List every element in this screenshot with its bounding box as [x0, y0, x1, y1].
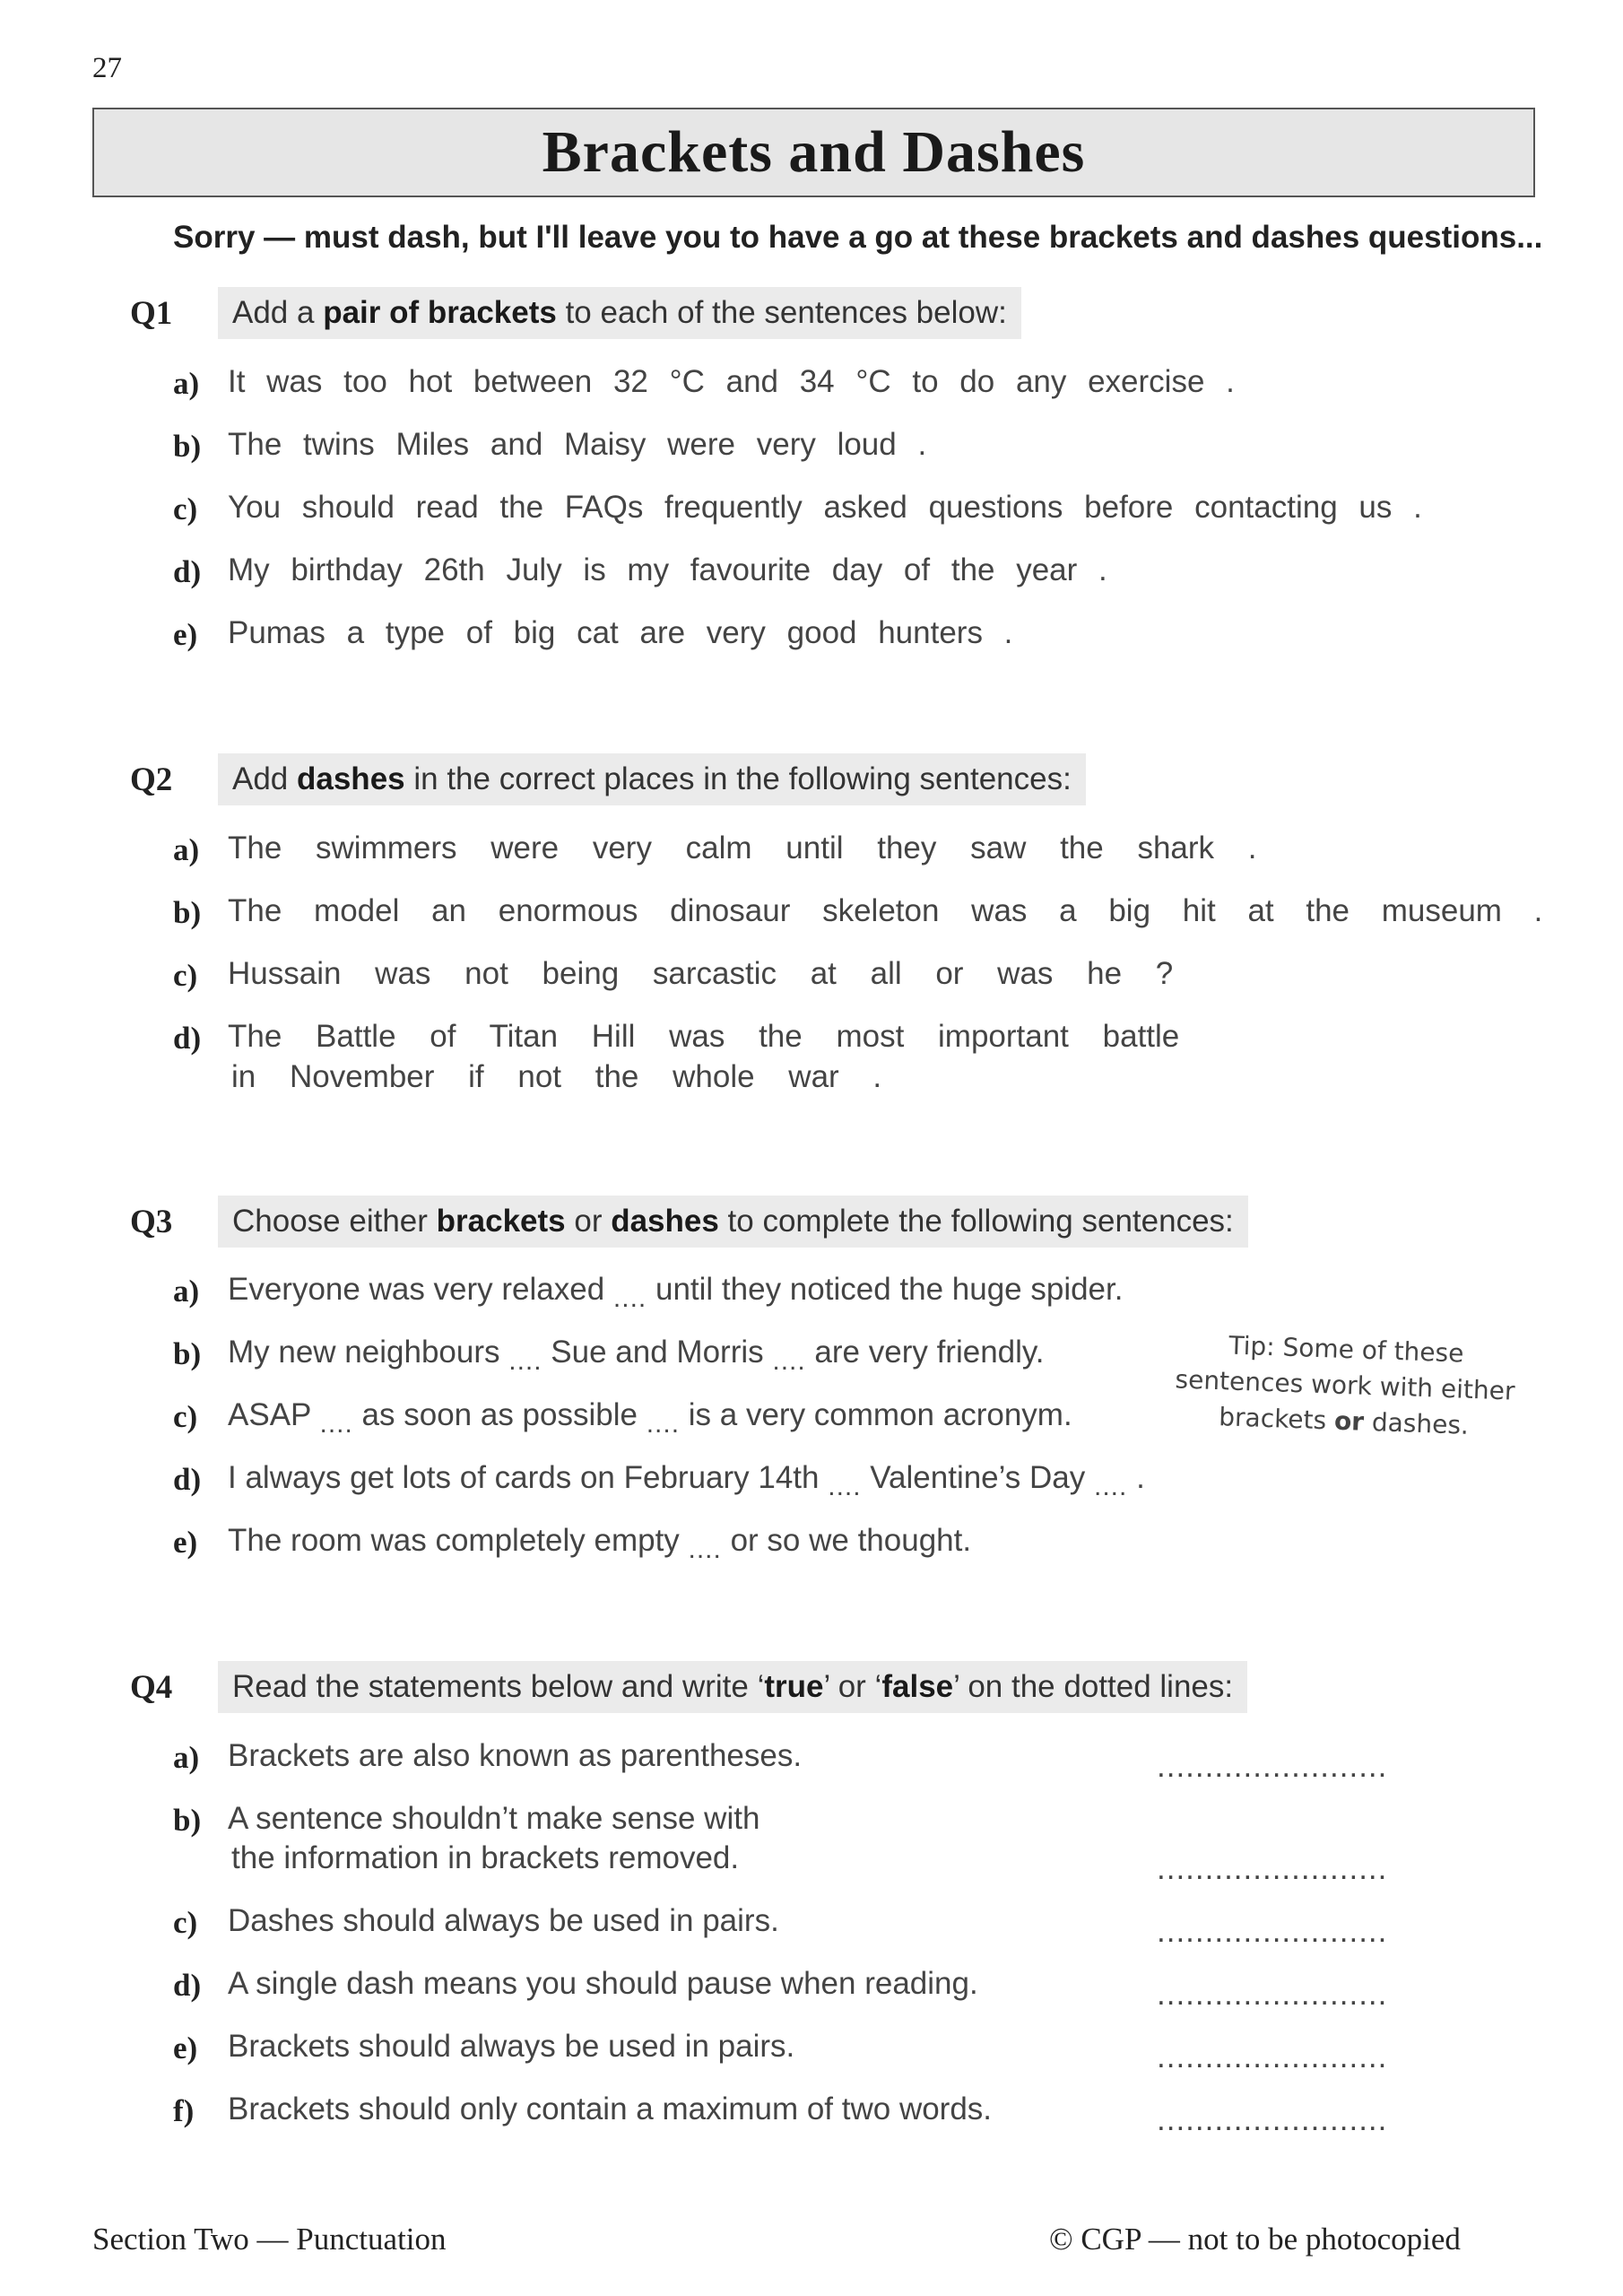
- q3-a-part2: until they noticed the huge spider.: [647, 1272, 1124, 1307]
- q3-instruction-bold1: brackets: [436, 1204, 566, 1239]
- q3-instruction: [218, 1196, 1248, 1248]
- q3-a-sentence: [228, 1272, 1123, 1314]
- q4-instruction-pre: Read the statements below and write ‘: [232, 1669, 765, 1704]
- q1-instruction-post: to each of the sentences below:: [556, 295, 1007, 330]
- q4-c-answer-line[interactable]: ........................: [1157, 1914, 1388, 1949]
- q3-b-sentence: [228, 1335, 1045, 1377]
- q3-a-letter: a): [173, 1274, 200, 1309]
- q2-instruction-pre: Add: [232, 761, 297, 796]
- q3-instruction-pre: Choose either: [232, 1204, 437, 1239]
- q3-instruction-post: to complete the following sentences:: [718, 1204, 1234, 1239]
- q1-number: Q1: [130, 295, 173, 332]
- q3-a-blank1[interactable]: ....: [612, 1283, 647, 1313]
- footer-section: Section Two — Punctuation: [92, 2222, 447, 2257]
- q4-a-answer-line[interactable]: ........................: [1157, 1749, 1388, 1784]
- footer-copyright: © CGP — not to be photocopied: [1049, 2222, 1461, 2257]
- q4-f-answer-line[interactable]: ........................: [1157, 2102, 1388, 2137]
- q1-d-sentence: My birthday 26th July is my favourite day of the year .: [228, 552, 1107, 587]
- q1-c-letter: c): [173, 491, 198, 526]
- q1-a-sentence: It was too hot between 32 °C and 34 °C to do any exercise .: [228, 364, 1235, 399]
- q3-d-sentence: [228, 1460, 1145, 1502]
- q3-b-blank1[interactable]: ....: [508, 1346, 542, 1376]
- q4-instruction: [218, 1661, 1247, 1713]
- q4-number: Q4: [130, 1669, 173, 1706]
- q3-d-part3: .: [1127, 1460, 1145, 1495]
- q3-e-part1: The room was completely empty: [228, 1523, 689, 1558]
- q4-c-statement: Dashes should always be used in pairs.: [228, 1903, 779, 1938]
- q3-c-sentence: [228, 1397, 1072, 1439]
- intro-text: Sorry — must dash, but I'll leave you to have a go at these brackets and dashes questions...: [173, 220, 1543, 255]
- q3-number: Q3: [130, 1204, 173, 1240]
- q1-instruction-pre: Add a: [232, 295, 324, 330]
- q4-d-statement: A single dash means you should pause when reading.: [228, 1966, 978, 2001]
- q2-d-sentence-cont: in November if not the whole war .: [231, 1059, 882, 1094]
- q3-d-blank2[interactable]: ....: [1094, 1472, 1128, 1501]
- q3-c-part3: is a very common acronym.: [680, 1397, 1072, 1432]
- q3-c-blank2[interactable]: ....: [646, 1409, 681, 1439]
- q4-d-answer-line[interactable]: ........................: [1157, 1977, 1388, 2012]
- q3-instruction-bold2: dashes: [611, 1204, 719, 1239]
- tip-line-3-post: dashes.: [1363, 1406, 1470, 1440]
- q4-instruction-bold1: true: [764, 1669, 824, 1704]
- q1-c-sentence: You should read the FAQs frequently asked questions before contacting us .: [228, 490, 1422, 525]
- q3-b-blank2[interactable]: ....: [772, 1346, 806, 1376]
- q2-instruction-bold: dashes: [297, 761, 405, 796]
- q2-instruction-post: in the correct places in the following sentences:: [404, 761, 1072, 796]
- q4-e-letter: e): [173, 2031, 198, 2066]
- q1-d-letter: d): [173, 554, 202, 589]
- q3-d-blank1[interactable]: ....: [828, 1472, 862, 1501]
- q4-b-letter: b): [173, 1803, 202, 1838]
- q4-f-statement: Brackets should only contain a maximum of two words.: [228, 2092, 993, 2126]
- q3-d-part2: Valentine’s Day: [861, 1460, 1094, 1495]
- q2-b-sentence: The model an enormous dinosaur skeleton was a big hit at the museum .: [228, 893, 1543, 928]
- tip-line-1: Tip: Some of these: [1228, 1330, 1464, 1369]
- q3-e-letter: e): [173, 1525, 198, 1560]
- q3-c-part2: as soon as possible: [352, 1397, 647, 1432]
- q3-c-blank1[interactable]: ....: [319, 1409, 353, 1439]
- q3-c-part1: ASAP: [228, 1397, 320, 1432]
- q3-b-letter: b): [173, 1336, 202, 1371]
- q4-d-letter: d): [173, 1968, 202, 2003]
- q2-number: Q2: [130, 761, 173, 798]
- q3-b-part2: Sue and Morris: [542, 1335, 773, 1370]
- q4-f-letter: f): [173, 2093, 195, 2128]
- q3-e-blank1[interactable]: ....: [688, 1535, 722, 1564]
- q4-a-letter: a): [173, 1740, 200, 1775]
- tip-line-3-pre: brackets: [1218, 1402, 1335, 1436]
- q1-instruction-bold: pair of brackets: [323, 295, 557, 330]
- q2-c-letter: c): [173, 958, 198, 993]
- q3-a-part1: Everyone was very relaxed: [228, 1272, 613, 1307]
- q3-c-letter: c): [173, 1399, 198, 1434]
- q4-instruction-post: ’ on the dotted lines:: [953, 1669, 1234, 1704]
- q3-d-part1: I always get lots of cards on February 14th: [228, 1460, 829, 1495]
- q4-a-statement: Brackets are also known as parentheses.: [228, 1738, 803, 1773]
- q4-instruction-bold2: false: [881, 1669, 954, 1704]
- q3-e-sentence: [228, 1523, 971, 1565]
- title-banner: [92, 108, 1535, 197]
- tip-note: [1155, 1326, 1535, 1447]
- q3-d-letter: d): [173, 1462, 202, 1497]
- q3-instruction-mid: or: [565, 1204, 612, 1239]
- q2-d-letter: d): [173, 1021, 202, 1056]
- q3-b-part3: are very friendly.: [805, 1335, 1045, 1370]
- q4-instruction-mid: ’ or ‘: [823, 1669, 882, 1704]
- q1-e-sentence: Pumas a type of big cat are very good hunters .: [228, 615, 1013, 650]
- q1-b-sentence: The twins Miles and Maisy were very loud .: [228, 427, 927, 462]
- q1-instruction: [218, 287, 1021, 339]
- q4-e-answer-line[interactable]: ........................: [1157, 2039, 1388, 2074]
- q2-d-sentence: The Battle of Titan Hill was the most important battle: [228, 1019, 1180, 1054]
- q2-c-sentence: Hussain was not being sarcastic at all or was he ?: [228, 956, 1174, 991]
- q3-e-part2: or so we thought.: [721, 1523, 972, 1558]
- q4-e-statement: Brackets should always be used in pairs.: [228, 2029, 795, 2064]
- q4-b-answer-line[interactable]: ........................: [1157, 1851, 1388, 1886]
- q4-c-letter: c): [173, 1905, 198, 1940]
- q3-b-part1: My new neighbours: [228, 1335, 509, 1370]
- q2-a-letter: a): [173, 832, 200, 867]
- q1-e-letter: e): [173, 617, 198, 652]
- q1-b-letter: b): [173, 429, 202, 464]
- q4-b-statement: A sentence shouldn’t make sense with: [228, 1801, 760, 1836]
- q2-b-letter: b): [173, 895, 202, 930]
- tip-line-3-bold: or: [1333, 1405, 1365, 1437]
- q4-b-statement-cont: the information in brackets removed.: [231, 1840, 740, 1875]
- page-title: Brackets and Dashes: [542, 119, 1086, 185]
- page-number: 27: [92, 52, 122, 84]
- q1-a-letter: a): [173, 366, 200, 401]
- q2-a-sentence: The swimmers were very calm until they saw the shark .: [228, 831, 1257, 865]
- tip-line-2: sentences work with either: [1175, 1364, 1516, 1406]
- q2-instruction: [218, 753, 1086, 805]
